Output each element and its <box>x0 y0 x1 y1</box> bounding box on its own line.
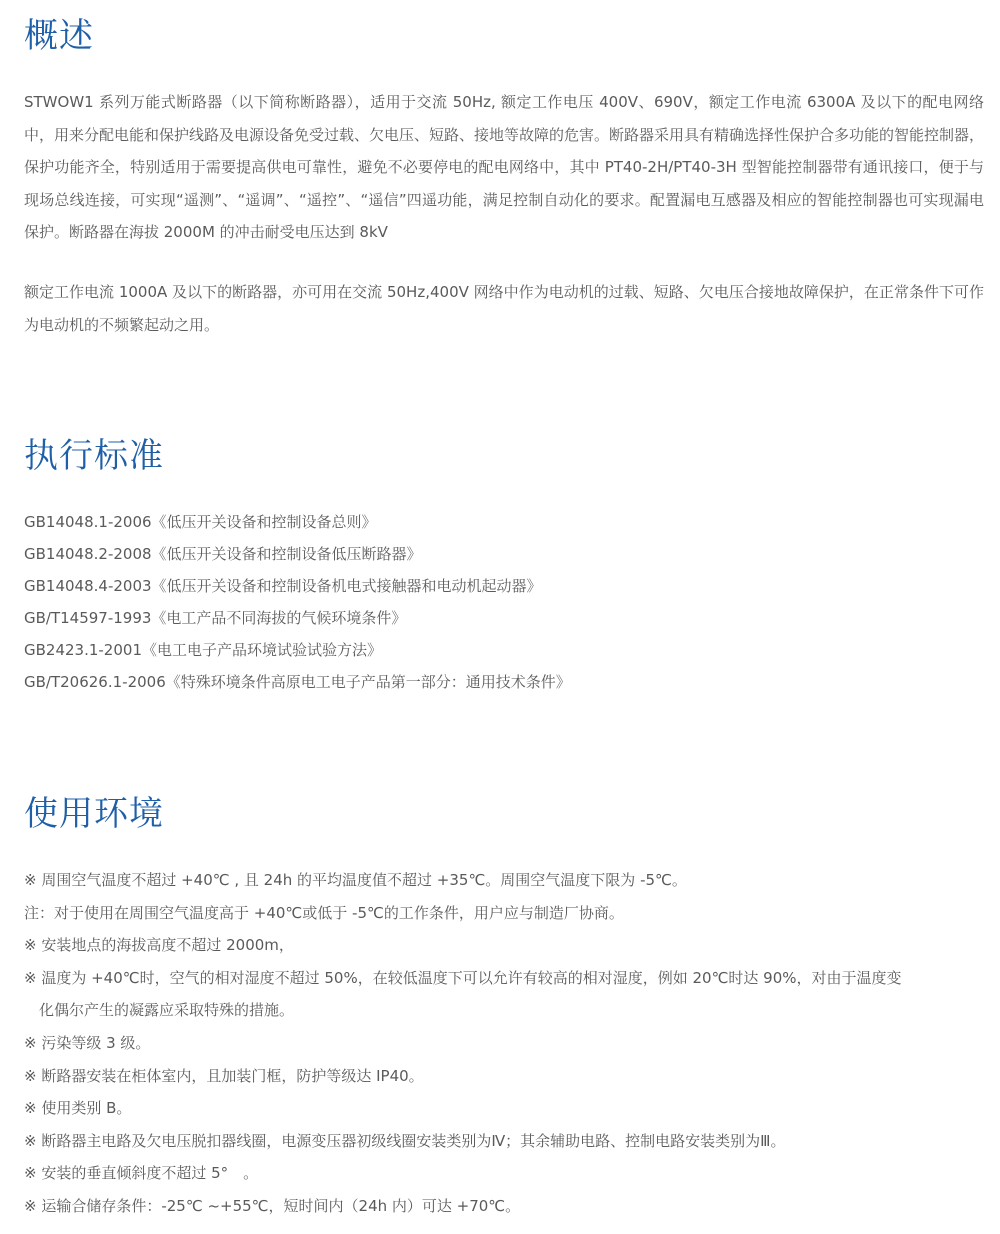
standard-item: GB2423.1-2001《电工电子产品环境试验试验方法》 <box>24 641 382 659</box>
environment-item: ※ 断路器安装在柜体室内，且加装门框，防护等级达 IP40。 <box>24 1066 424 1085</box>
environment-note: 注：对于使用在周围空气温度高于 +40℃或低于 -5℃的工作条件，用户应与制造厂协商。 <box>24 903 624 922</box>
overview-paragraph-1: STWOW1 系列万能式断路器（以下简称断路器），适用于交流 50Hz, 额定工作电压 400V、690V，额定工作电流 6300A 及以下的配电网络中，用来分配电能和保护线路及电源设备免受过载、欠电压、短路、接地等故障的危害。断路器采用具有精确选择性保护合多功能的智能控制器，保护功能齐全，特别适用于需要提高供电可靠性，避免不必要停电的配电网络中，其中 PT40-2H/PT40-3H 型智能控制器带有通讯接口，便于与现场总线连接，可实现“遥测”、“遥调”、“遥控”、“遥信”四遥功能，满足控制自动化的要求。配置漏电互感器及相应的智能控制器也可实现漏电保护。断路器在海拔 2000M 的冲击耐受电压达到 8kV <box>24 93 985 241</box>
environment-item: ※ 污染等级 3 级。 <box>24 1033 151 1052</box>
overview-heading: 概述 <box>24 16 94 56</box>
environment-item: ※ 断路器主电路及欠电压脱扣器线圈，电源变压器初级线圈安装类别为Ⅳ；其余辅助电路、控制电路安装类别为Ⅲ。 <box>24 1131 786 1150</box>
environment-heading: 使用环境 <box>24 794 164 834</box>
standard-item: GB14048.2-2008《低压开关设备和控制设备低压断路器》 <box>24 545 422 563</box>
environment-item: ※ 安装地点的海拔高度不超过 2000m， <box>24 936 294 955</box>
environment-item: ※ 安装的垂直倾斜度不超过 5° 。 <box>24 1164 259 1183</box>
standard-item: GB/T20626.1-2006《特殊环境条件高原电工电子产品第一部分：通用技术条件》 <box>24 673 571 691</box>
overview-paragraph-2: 额定工作电流 1000A 及以下的断路器，亦可用在交流 50Hz,400V 网络中作为电动机的过载、短路、欠电压合接地故障保护，在正常条件下可作为电动机的不频繁起动之用。 <box>24 283 984 334</box>
standard-item: GB14048.1-2006《低压开关设备和控制设备总则》 <box>24 513 377 531</box>
environment-item: ※ 周围空气温度不超过 +40℃ , 且 24h 的平均温度值不超过 +35℃。周围空气温度下限为 -5℃。 <box>24 871 687 889</box>
standards-heading: 执行标准 <box>24 436 164 476</box>
standards-list <box>24 506 571 698</box>
environment-item: ※ 使用类别 B。 <box>24 1099 132 1118</box>
environment-item: ※ 温度为 +40℃时，空气的相对湿度不超过 50%，在较低温度下可以允许有较高的相对湿度，例如 20℃时达 90%，对由于温度变 <box>24 968 902 987</box>
environment-item-continuation: 化偶尔产生的凝露应采取特殊的措施。 <box>24 1001 295 1020</box>
environment-list <box>24 864 902 1223</box>
standard-item: GB14048.4-2003《低压开关设备和控制设备机电式接触器和电动机起动器》 <box>24 577 542 595</box>
environment-item: ※ 运输合储存条件：-25℃ ~+55℃，短时间内（24h 内）可达 +70℃。 <box>24 1196 521 1215</box>
standard-item: GB/T14597-1993《电工产品不同海拔的气候环境条件》 <box>24 609 407 627</box>
